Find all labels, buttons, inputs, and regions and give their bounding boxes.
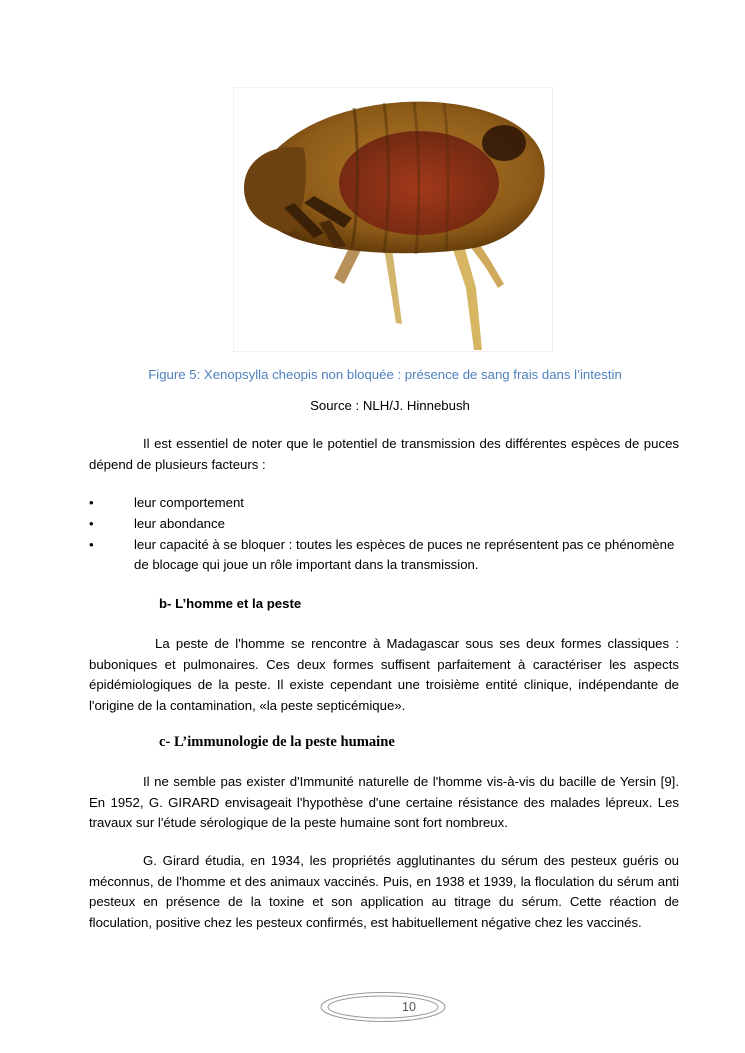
intro-paragraph-text: Il est essentiel de noter que le potentiel de transmission des différentes espèces de puces dépend de plusieurs facteurs : [89, 436, 679, 472]
section-b-heading: b- L’homme et la peste [159, 596, 302, 611]
intro-paragraph [89, 434, 679, 475]
list-item-text: leur abondance [134, 515, 225, 531]
list-item-text: leur capacité à se bloquer : toutes les espèces de puces ne représentent pas ce phénomène de blocage qui joue un rôle important dans la transmission. [134, 536, 675, 573]
section-c-paragraph-1 [89, 772, 679, 834]
factors-list [89, 493, 681, 576]
section-c-heading: c- L’immunologie de la peste humaine [159, 734, 395, 750]
list-item [89, 493, 681, 514]
bullet-icon: • [89, 515, 94, 531]
section-b-paragraph-text: La peste de l'homme se rencontre à Madagascar sous ses deux formes classiques : buboniques et pulmonaires. Ces deux formes suffisent parfaitement à caractériser les aspects épidémiologiques de la peste. Il existe cependant une troisième entité clinique, indépendante de l'origine de la contamination, «la peste septicémique». [89, 636, 679, 713]
figure-source: Source : NLH/J. Hinnebush [310, 398, 470, 413]
section-c-paragraph-2-text: G. Girard étudia, en 1934, les propriétés agglutinantes du sérum des pesteux guéris ou méconnus, de l'homme et des animaux vaccinés. Puis, en 1938 et 1939, la floculation du sérum anti pesteux en présence de la toxine et son application au titrage du sérum. Cette réaction de floculation, positive chez les pesteux confirmés, est habituellement négative chez les vaccinés. [89, 853, 679, 930]
bullet-icon: • [89, 536, 94, 552]
section-c-paragraph-1-text: Il ne semble pas exister d'Immunité naturelle de l'homme vis-à-vis du bacille de Yersin [9]. En 1952, G. GIRARD envisageait l'hypothèse d'une certaine résistance des malades lépreux. Les travaux sur l'étude sérologique de la peste humaine sont fort nombreux. [89, 774, 679, 831]
section-c-paragraph-2 [89, 851, 679, 933]
bullet-icon: • [89, 495, 94, 510]
flea-illustration [234, 88, 552, 351]
page-number-badge [319, 991, 447, 1023]
list-item-text: leur comportement [134, 495, 244, 510]
flea-photo [233, 87, 553, 352]
page-number: 10 [402, 1000, 416, 1014]
section-b-paragraph [89, 634, 679, 716]
list-item [89, 535, 681, 577]
list-item [89, 514, 681, 535]
figure-caption: Figure 5: Xenopsylla cheopis non bloquée : présence de sang frais dans l’intestin [148, 367, 622, 382]
